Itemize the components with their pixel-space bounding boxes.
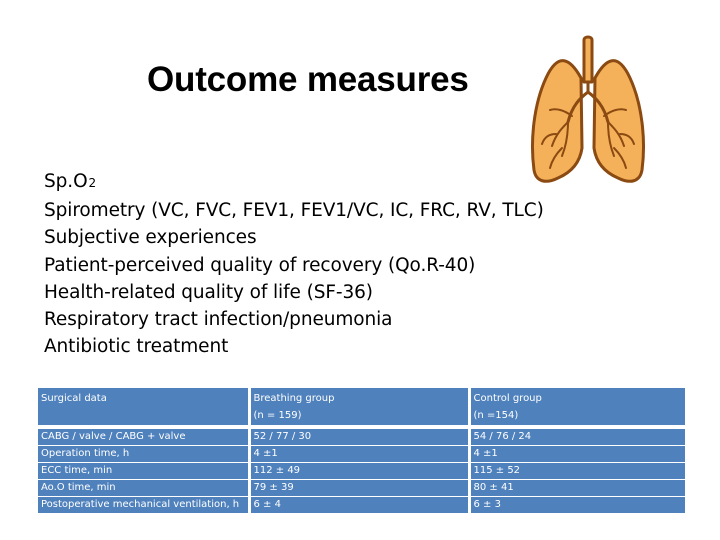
control-value: 54 / 76 / 24 [469,427,685,446]
outcome-list [44,168,544,360]
outcome-item-sf36: Health-related quality of life (SF-36) [44,281,373,303]
outcome-item-spirometry: Spirometry (VC, FVC, FEV1, FEV1/VC, IC, FRC, RV, TLC) [44,200,544,222]
control-value: 115 ± 52 [469,463,685,480]
header-surgical-data: Surgical data [38,388,249,427]
breathing-value: 6 ± 4 [249,497,469,514]
header-breathing-group: Breathing group (n = 159) [249,388,469,427]
outcome-item-antibiotic: Antibiotic treatment [44,336,229,358]
breathing-value: 112 ± 49 [249,463,469,480]
table-row [38,497,685,514]
row-label: Postoperative mechanical ventilation, h [38,497,249,514]
control-value: 80 ± 41 [469,480,685,497]
control-value: 6 ± 3 [469,497,685,514]
table-row [38,446,685,463]
row-label: CABG / valve / CABG + valve [38,427,249,446]
lungs-icon [528,30,648,188]
table-row [38,463,685,480]
control-value: 4 ±1 [469,446,685,463]
outcome-item-subjective: Subjective experiences [44,227,257,249]
table-row [38,427,685,446]
surgical-data-table [38,388,685,513]
row-label: Ao.O time, min [38,480,249,497]
breathing-value: 52 / 77 / 30 [249,427,469,446]
table-header-row [38,388,685,427]
slide-title: Outcome measures [147,60,469,99]
outcome-item-infection: Respiratory tract infection/pneumonia [44,309,393,331]
row-label: ECC time, min [38,463,249,480]
breathing-value: 4 ±1 [249,446,469,463]
table-row [38,480,685,497]
header-control-group: Control group (n =154) [469,388,685,427]
breathing-value: 79 ± 39 [249,480,469,497]
outcome-item-qor40: Patient-perceived quality of recovery (Qo.R-40) [44,254,476,276]
outcome-item-spo2: Sp.O2 [44,171,97,192]
row-label: Operation time, h [38,446,249,463]
